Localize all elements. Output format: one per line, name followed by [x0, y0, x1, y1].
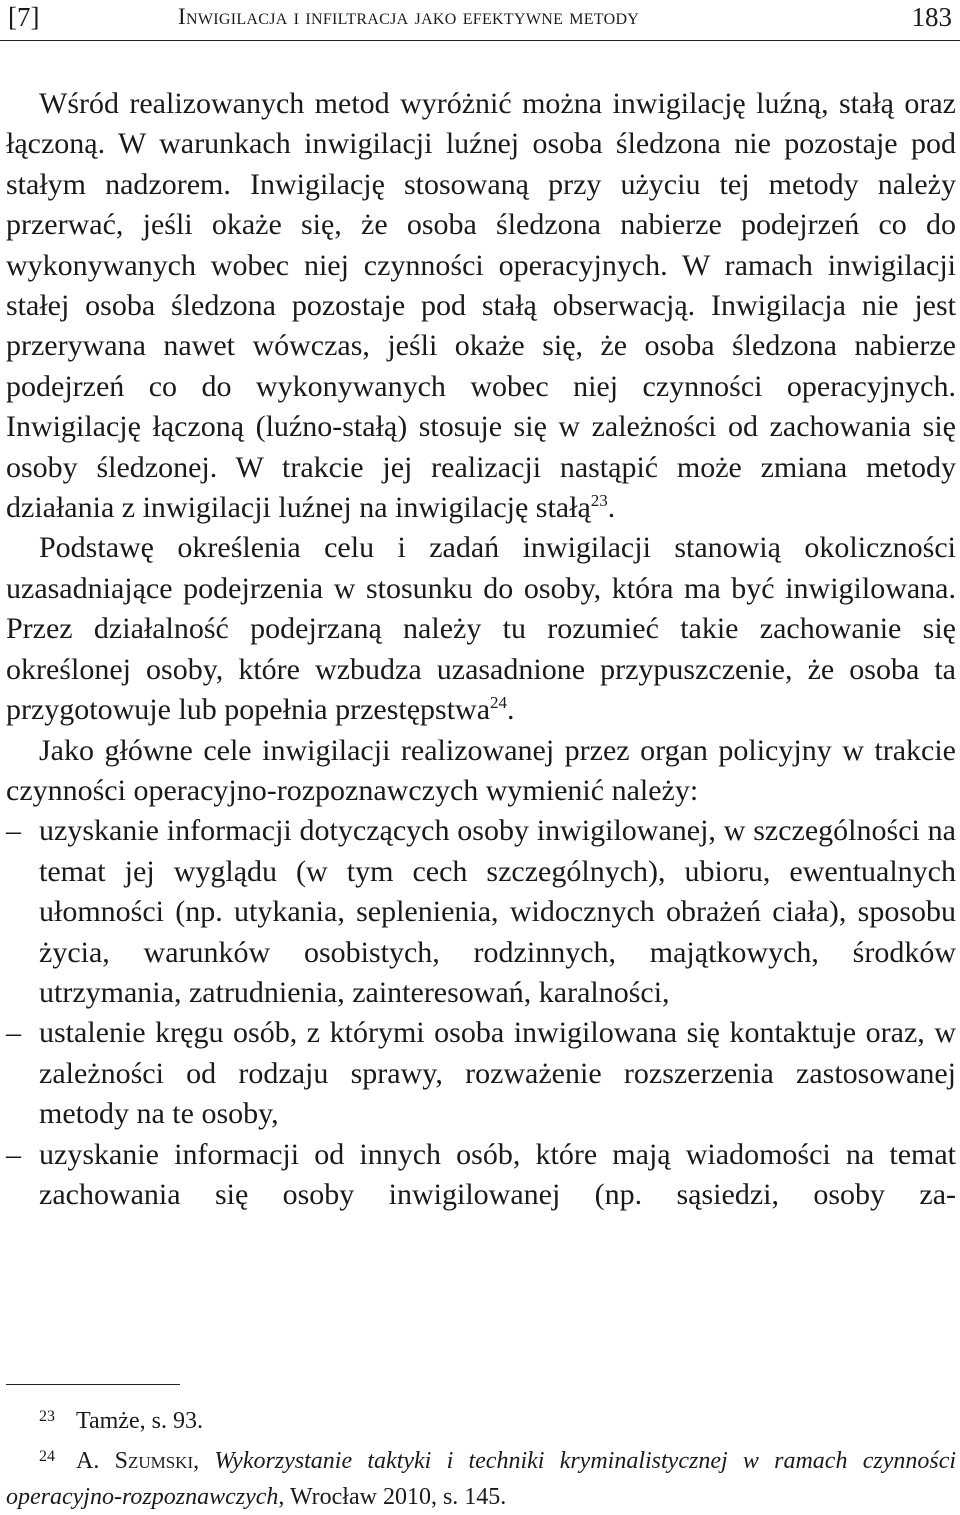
paragraph-end: . [607, 491, 616, 525]
footnote-title: Wykorzystanie taktyki i techniki kryminalistycznej w ramach czynności operacyjno-rozpoznawczych [6, 1448, 957, 1510]
footnote-separator [6, 1384, 180, 1385]
list-dash: – [6, 1016, 21, 1050]
footnote-author-surname: Szumski [114, 1448, 194, 1474]
paragraph-3 [6, 731, 956, 812]
main-text [6, 84, 956, 1215]
page-number: 183 [911, 2, 952, 32]
paragraph-text: Jako główne cele inwigilacji realizowanej przez organ policyjny w trakcie czynności operacyjno-rozpoznawczych wymienić należy: [6, 733, 956, 807]
list-item [6, 1013, 956, 1134]
list-dash: – [6, 814, 21, 848]
footnote-rest: , Wrocław 2010, s. 145. [278, 1484, 507, 1510]
footnote-author-initial: A. [76, 1448, 100, 1474]
running-title: Inwigilacja i infiltracja jako efektywne metody [178, 4, 640, 29]
footnote-24: 24 A. Szumski, Wykorzystanie taktyki i techniki kryminalistycznej w ramach czynności operacyjno-rozpoznawczych, Wrocław 2010, s. 145. [6, 1443, 956, 1515]
running-header [0, 0, 960, 41]
section-number: [7] [8, 2, 40, 32]
footnote-number: 24 [39, 1448, 55, 1465]
footnotes [6, 1403, 956, 1515]
paragraph-1 [6, 84, 956, 528]
footnote-text: Tamże, s. 93. [76, 1408, 203, 1434]
paragraph-end: . [507, 693, 515, 727]
paragraph-text: Wśród realizowanych metod wyróżnić można inwigilację luźną, stałą oraz łączoną. W warunkach inwigilacji luźnej osoba śledzona nie pozostaje pod stałym nadzorem. Inwigilację stosowaną przy użyciu tej metody należy przerwać, jeśli okaże się, że osoba śledzona nabierze podejrzeń co do wykonywanych wobec niej czynności operacyjnych. W ramach inwigilacji stałej osoba śledzona pozostaje pod stałą obserwacją. Inwigilacja nie jest przerywana nawet wówczas, jeśli okaże się, że osoba śledzona nabierze podejrzeń co do wykonywanych wobec niej czynności operacyjnych. Inwigilację łączoną (luźno-stałą) stosuje się w zależności od zachowania się osoby śledzonej. W trakcie jej realizacji nastąpić może zmiana metody działania z inwigilacji luźnej na inwigilację stałą [6, 87, 956, 525]
footnote-ref[interactable]: 23 [590, 491, 608, 511]
footnote-23 [6, 1403, 956, 1439]
paragraph-2 [6, 528, 956, 730]
footnote-ref[interactable]: 24 [490, 693, 508, 713]
list-item-text: ustalenie kręgu osób, z którymi osoba inwigilowana się kontaktuje oraz, w zależności od rodzaju sprawy, rozważenie rozszerzenia zastosowanej metody na te osoby, [39, 1016, 956, 1131]
footnote-number: 23 [39, 1408, 55, 1425]
list-item-text: uzyskanie informacji od innych osób, które mają wiadomości na temat zachowania się osoby inwigilowanej (np. sąsiedzi, osoby za- [39, 1137, 956, 1211]
list-dash: – [6, 1137, 21, 1171]
list-item-text: uzyskanie informacji dotyczących osoby inwigilowanej, w szczególności na temat jej wyglądu (w tym cech szczególnych), ubioru, ewentualnych ułomności (np. utykania, seplenienia, widocznych obrażeń ciała), sposobu życia, warunków osobistych, rodzinnych, majątkowych, środków utrzymania, zatrudnienia, zainteresowań, karalności, [39, 814, 956, 1009]
paragraph-text: Podstawę określenia celu i zadań inwigilacji stanowią okoliczności uzasadniające podejrzenia w stosunku do osoby, która ma być inwigilowana. Przez działalność podejrzaną należy tu rozumieć takie zachowanie się określonej osoby, które wzbudza uzasadnione przypuszczenie, że osoba ta przygotowuje lub popełnia przestępstwa [6, 531, 956, 727]
list-item [6, 811, 956, 1013]
list-item [6, 1135, 956, 1216]
